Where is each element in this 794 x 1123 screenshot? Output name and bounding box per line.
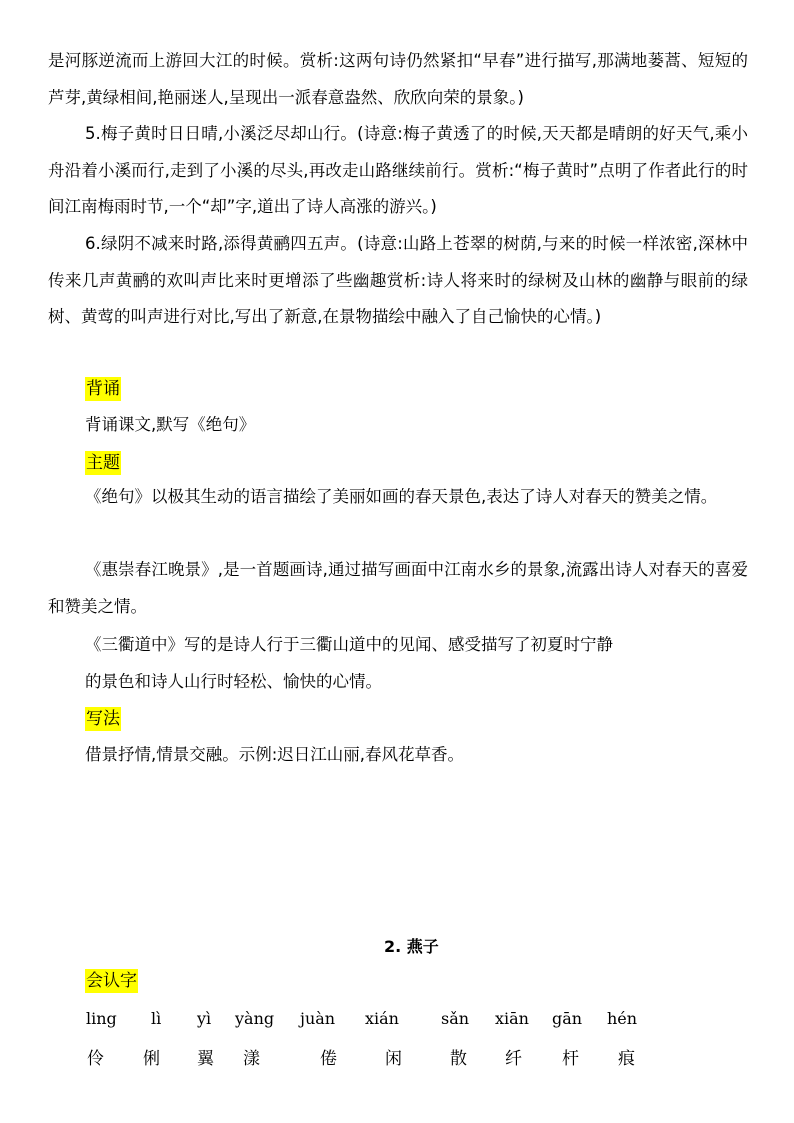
character-item: 漾 — [243, 1049, 260, 1069]
pinyin-item: juàn — [300, 1009, 336, 1028]
pinyin-item: yì — [197, 1009, 212, 1028]
recite-text: 背诵课文,默写《绝句》 — [85, 415, 256, 434]
pinyin-item: gān — [552, 1009, 583, 1028]
pinyin-item: xiān — [495, 1009, 529, 1028]
paragraph-continuation: 是河豚逆流而上游回大江的时候。赏析:这两句诗仍然紧扣“早春”进行描写,那满地蒌蒿、短短的芦芽,黄绿相间,艳丽迷人,呈现出一派春意盎然、欣欣向荣的景象。) — [48, 51, 748, 107]
character-item: 翼 — [197, 1049, 214, 1069]
recite-heading-label: 背诵 — [86, 379, 120, 399]
theme-heading — [85, 451, 121, 475]
character-item: 闲 — [385, 1049, 402, 1069]
pinyin-item: yàng — [235, 1009, 275, 1028]
character-item: 痕 — [618, 1049, 635, 1069]
pinyin-item: lì — [151, 1009, 162, 1028]
pinyin-item: ling — [86, 1009, 117, 1028]
pinyin-item: sǎn — [441, 1009, 470, 1028]
character-item: 散 — [450, 1049, 467, 1069]
character-item: 俐 — [143, 1049, 160, 1069]
theme-paragraph-1: 《绝句》以极其生动的语言描绘了美丽如画的春天景色,表达了诗人对春天的赞美之情。 — [85, 487, 718, 506]
character-item: 纤 — [505, 1049, 522, 1069]
theme-paragraph-3-line-1: 《三衢道中》写的是诗人行于三衢山道中的见闻、感受描写了初夏时宁静 — [85, 635, 613, 654]
theme-heading-label: 主题 — [86, 453, 120, 473]
paragraph-line-5: 5.梅子黄时日日晴,小溪泛尽却山行。(诗意:梅子黄透了的时候,天天都是晴朗的好天气,乘小舟沿着小溪而行,走到了小溪的尽头,再改走山路继续前行。赏析:“梅子黄时”点明了作者此行的时间江南梅雨时节,一个“却”字,道出了诗人高涨的游兴。) — [48, 124, 748, 216]
lesson-title: 2. 燕子 — [384, 937, 439, 956]
character-item: 伶 — [87, 1049, 104, 1069]
pinyin-item: xián — [365, 1009, 399, 1028]
theme-paragraph-3-line-2: 的景色和诗人山行时轻松、愉快的心情。 — [85, 672, 382, 691]
recite-heading — [85, 377, 121, 401]
method-text: 借景抒情,情景交融。示例:迟日江山丽,春风花草香。 — [85, 745, 465, 764]
pinyin-item: hén — [607, 1009, 638, 1028]
character-item: 倦 — [320, 1049, 337, 1069]
recognize-heading — [85, 969, 138, 993]
paragraph-line-6: 6.绿阴不减来时路,添得黄鹂四五声。(诗意:山路上苍翠的树荫,与来的时候一样浓密,深林中传来几声黄鹂的欢叫声比来时更增添了些幽趣赏析:诗人将来时的绿树及山林的幽静与眼前的绿树、黄莺的叫声进行对比,写出了新意,在景物描绘中融入了自己愉快的心情。) — [48, 234, 748, 326]
recognize-heading-label: 会认字 — [86, 971, 137, 991]
method-heading-label: 写法 — [86, 709, 120, 729]
character-item: 杆 — [562, 1049, 579, 1069]
theme-paragraph-2: 《惠崇春江晚景》,是一首题画诗,通过描写画面中江南水乡的景象,流露出诗人对春天的喜爱和赞美之情。 — [48, 560, 748, 616]
method-heading — [85, 707, 121, 731]
